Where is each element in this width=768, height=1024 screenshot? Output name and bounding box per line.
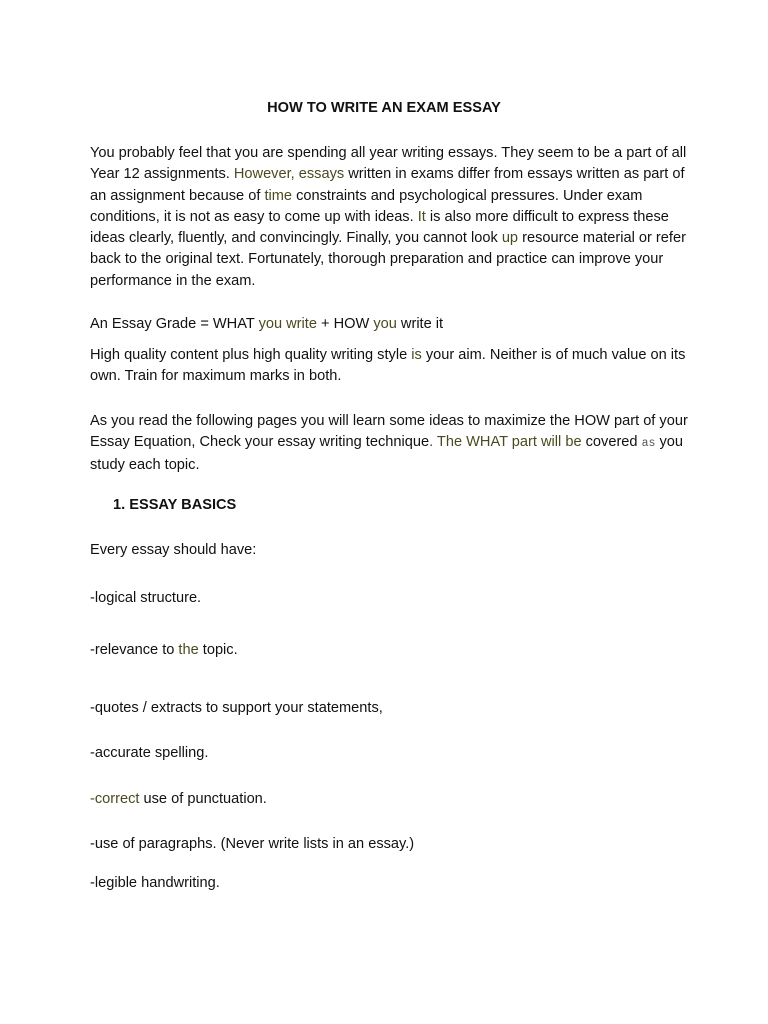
essay-grade-formula (90, 314, 690, 335)
document-title: HOW TO WRITE AN EXAM ESSAY (267, 100, 501, 116)
section-heading-essay-basics: 1. ESSAY BASICS (113, 497, 237, 513)
intro-text-9: resource material or refer back to the original text. Fortunately, thorough preparation and practice can improve your performance in the exam. (90, 230, 686, 289)
intro-paragraph (90, 143, 690, 292)
formula-part-5: write it (396, 316, 444, 332)
every-essay-intro: Every essay should have: (90, 542, 257, 558)
intro-text-2: However, essays (233, 166, 345, 183)
list-item-handwriting: -legible handwriting. (90, 875, 220, 891)
list-item-paragraphs: -use of paragraphs. (Never write lists in an essay.) (90, 836, 415, 852)
following-text-4: be (565, 434, 582, 451)
formula-part-1: An Essay Grade = WHAT (90, 316, 259, 332)
spelling-text-3: . (204, 745, 209, 761)
list-item-logical-structure: -logical structure. (90, 590, 202, 606)
following-text-3: . The WHAT part will (429, 434, 566, 451)
list-item-relevance (90, 640, 690, 661)
intro-text-1: You probably feel that you are spending all year writing essays. They seem to be a part of all Year 12 assignments. (90, 145, 687, 183)
intro-text-7: is also more difficult to express these ideas clearly, fluently, and convincingly. Finally, you cannot look (90, 208, 669, 247)
formula-part-3: + HOW (316, 316, 374, 332)
relevance-text-2: the (178, 642, 199, 658)
intro-text-8: up (501, 230, 519, 247)
punctuation-text-1: -correct (90, 791, 140, 807)
intro-text-4: time (264, 187, 293, 204)
relevance-text-3: topic. (198, 642, 238, 658)
quality-paragraph (90, 345, 690, 388)
intro-text-5: constraints and psychological pressures. Under exam conditions, it is not as easy to come up with ideas. (90, 187, 643, 225)
spelling-text-1: -accurate spellin (90, 745, 197, 761)
quality-text-3: your aim. Neither is of much value on its own. Train for maximum marks in both. (90, 347, 686, 385)
following-text-7: you study each topic. (90, 434, 683, 473)
formula-part-4: you (373, 316, 397, 332)
quality-text-2: is (411, 347, 422, 363)
list-item-punctuation (90, 789, 690, 810)
following-text-2: pages you will learn some ideas to maximize the HOW part of your Essay Equation, Check your essay writing technique (90, 413, 688, 451)
following-paragraph (90, 411, 690, 476)
relevance-text-1: -relevance to (90, 642, 179, 658)
formula-part-2: you write (258, 316, 317, 332)
quality-text-1: High quality content plus high quality writing style (90, 347, 412, 363)
intro-text-3: written in exams differ from essays written as part of an assignment because of (90, 166, 685, 204)
intro-text-6: It (417, 208, 426, 225)
punctuation-text-2: use of punctuation. (139, 791, 267, 807)
following-text-1: As you read the following (90, 413, 254, 429)
following-text-6: as (641, 437, 656, 451)
following-text-5: covered (581, 434, 642, 451)
spelling-text-2: g (196, 745, 205, 761)
list-item-quotes: -quotes / extracts to support your statements, (90, 700, 383, 716)
list-item-spelling (90, 743, 690, 764)
